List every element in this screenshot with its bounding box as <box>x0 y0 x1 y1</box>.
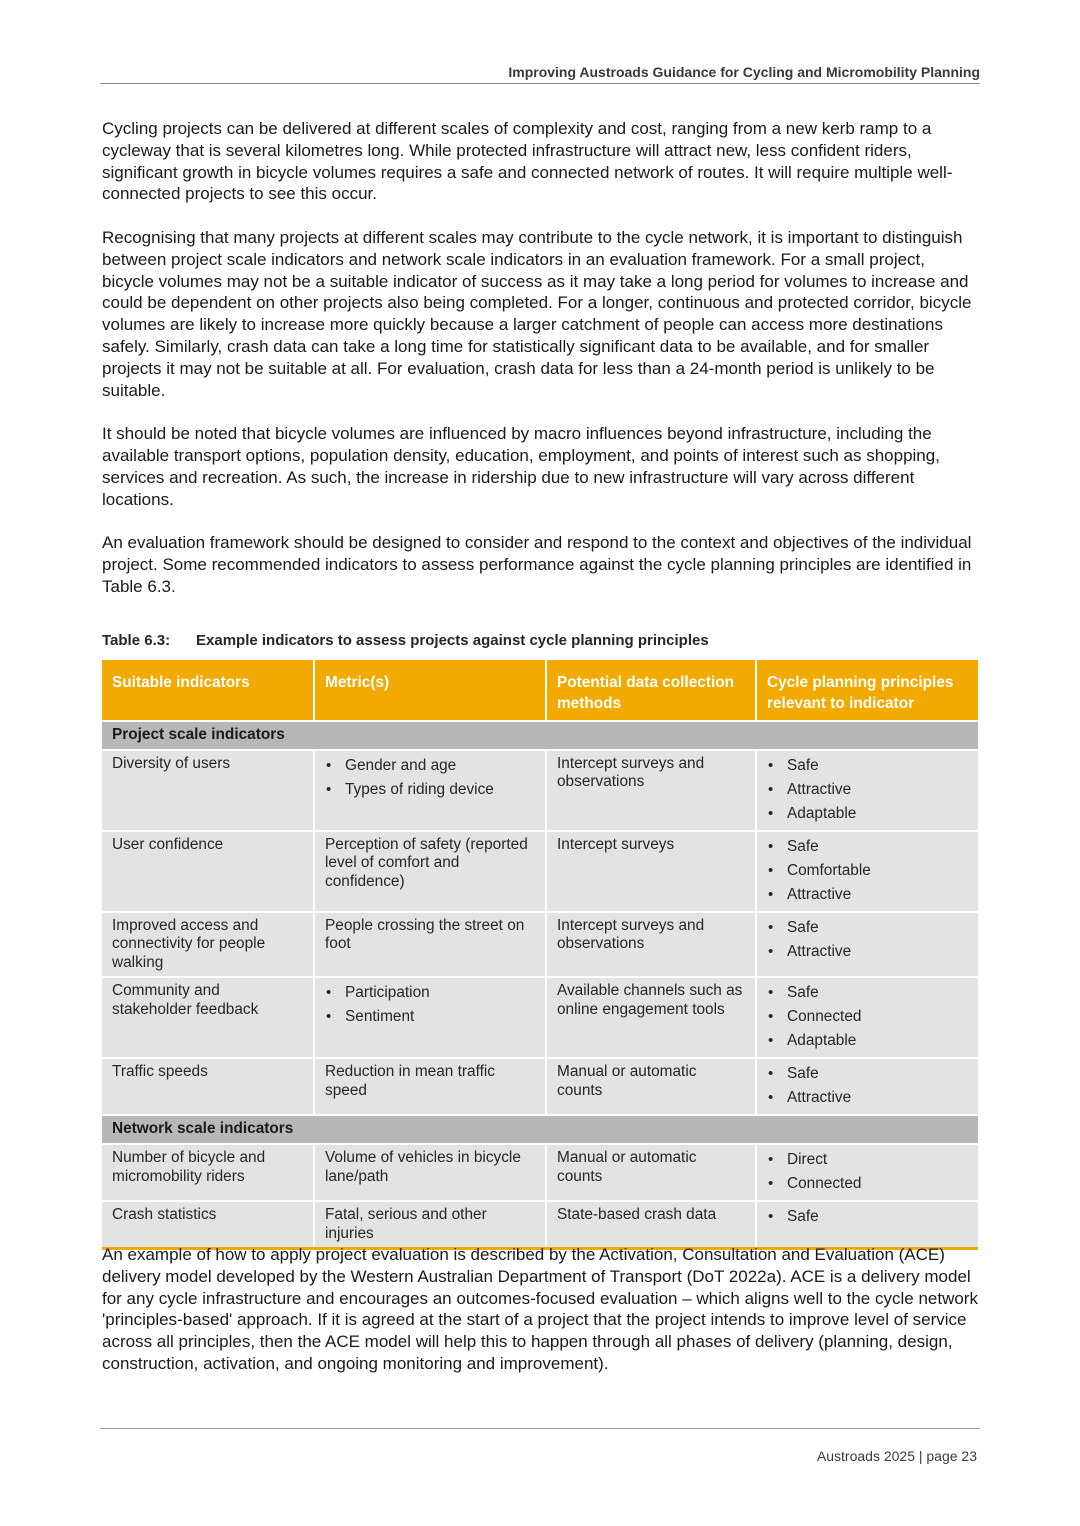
list-item: • Participation <box>325 981 535 1005</box>
column-header: Suitable indicators <box>102 660 314 721</box>
list-item: • Comfortable <box>767 859 968 883</box>
list-item: • Types of riding device <box>325 778 535 802</box>
column-header: Cycle planning principles relevant to indicator <box>756 660 978 721</box>
list-item: • Connected <box>767 1172 968 1196</box>
paragraph: An example of how to apply project evaluation is described by the Activation, Consultation and Evaluation (ACE) delivery model developed by the Western Australian Department of Transport (DoT 2022a). ACE is a delivery model for any cycle infrastructure and encourages an outcomes-focused evaluation – which aligns well to the cycle network 'principles-based' approach. If it is agreed at the start of a project that the project intends to improve level of service across all principles, then the ACE model will help this to happen through all phases of delivery (planning, design, construction, activation, and ongoing monitoring and improvement). <box>102 1245 978 1373</box>
list-item: • Sentiment <box>325 1005 535 1029</box>
list-item: • Safe <box>767 981 968 1005</box>
table-row <box>102 1058 978 1115</box>
list-item: • Safe <box>767 1062 968 1086</box>
metric-cell <box>314 750 546 831</box>
paragraph: An evaluation framework should be designed to consider and respond to the context and objectives of the individual project. Some recommended indicators to assess performance against the cycle planning principles are identified in Table 6.3. <box>102 533 972 596</box>
table-header-row <box>102 660 978 721</box>
principles-cell <box>756 831 978 912</box>
list-item: • Attractive <box>767 1086 968 1110</box>
footer-divider <box>100 1428 980 1429</box>
paragraph: It should be noted that bicycle volumes are influenced by macro influences beyond infrastructure, including the available transport options, population density, education, employment, and points of interest such as shopping, services and recreation. As such, the increase in ridership due to new infrastructure will vary across different locations. <box>102 424 940 509</box>
method-cell: Manual or automatic counts <box>546 1058 756 1115</box>
list-item: • Safe <box>767 1205 968 1229</box>
list-item: • Adaptable <box>767 1029 968 1053</box>
metric-cell: Perception of safety (reported level of comfort and confidence) <box>314 831 546 912</box>
table-row <box>102 750 978 831</box>
column-header: Metric(s) <box>314 660 546 721</box>
table-row <box>102 1144 978 1201</box>
metric-cell: Fatal, serious and other injuries <box>314 1201 546 1249</box>
list-item: • Attractive <box>767 778 968 802</box>
list-item: • Attractive <box>767 883 968 907</box>
metric-cell: Volume of vehicles in bicycle lane/path <box>314 1144 546 1201</box>
principles-cell <box>756 750 978 831</box>
closing-text <box>102 1244 978 1397</box>
indicator-cell: Crash statistics <box>102 1201 314 1249</box>
table-row <box>102 1201 978 1249</box>
metric-cell <box>314 977 546 1058</box>
page-footer: Austroads 2025 | page 23 <box>816 1448 977 1464</box>
method-cell: Manual or automatic counts <box>546 1144 756 1201</box>
indicator-cell: Traffic speeds <box>102 1058 314 1115</box>
running-header: Improving Austroads Guidance for Cycling and Micromobility Planning <box>100 64 980 84</box>
list-item: • Adaptable <box>767 802 968 826</box>
table-row <box>102 831 978 912</box>
intro-text <box>102 118 978 619</box>
method-cell: State-based crash data <box>546 1201 756 1249</box>
metric-cell: People crossing the street on foot <box>314 912 546 978</box>
list-item: • Safe <box>767 754 968 778</box>
list-item: • Gender and age <box>325 754 535 778</box>
list-item: • Attractive <box>767 940 968 964</box>
metric-cell: Reduction in mean traffic speed <box>314 1058 546 1115</box>
table-caption <box>102 632 978 649</box>
indicator-cell: Improved access and connectivity for people walking <box>102 912 314 978</box>
method-cell: Intercept surveys and observations <box>546 912 756 978</box>
list-item: • Direct <box>767 1148 968 1172</box>
principles-cell <box>756 1144 978 1201</box>
group-title: Project scale indicators <box>102 721 978 750</box>
table-row <box>102 912 978 978</box>
indicators-table <box>102 660 978 1250</box>
principles-cell <box>756 1058 978 1115</box>
principles-cell <box>756 912 978 978</box>
indicator-cell: User confidence <box>102 831 314 912</box>
table-row <box>102 977 978 1058</box>
group-title: Network scale indicators <box>102 1115 978 1144</box>
group-row <box>102 1115 978 1144</box>
column-header: Potential data collection methods <box>546 660 756 721</box>
list-item: • Connected <box>767 1005 968 1029</box>
method-cell: Intercept surveys and observations <box>546 750 756 831</box>
principles-cell <box>756 1201 978 1249</box>
table-caption-number: Table 6.3: <box>102 632 171 649</box>
method-cell: Intercept surveys <box>546 831 756 912</box>
indicator-cell: Community and stakeholder feedback <box>102 977 314 1058</box>
list-item: • Safe <box>767 916 968 940</box>
paragraph: Cycling projects can be delivered at different scales of complexity and cost, ranging from a new kerb ramp to a cycleway that is several kilometres long. While protected infrastructure will attract new, less confident riders, significant growth in bicycle volumes requires a safe and connected network of routes. It will require multiple well-connected projects to see this occur. <box>102 119 953 204</box>
table-caption-title: Example indicators to assess projects against cycle planning principles <box>196 632 709 649</box>
method-cell: Available channels such as online engagement tools <box>546 977 756 1058</box>
indicator-cell: Diversity of users <box>102 750 314 831</box>
indicator-cell: Number of bicycle and micromobility riders <box>102 1144 314 1201</box>
list-item: • Safe <box>767 835 968 859</box>
principles-cell <box>756 977 978 1058</box>
paragraph: Recognising that many projects at different scales may contribute to the cycle network, it is important to distinguish between project scale indicators and network scale indicators in an evaluation framework. For a small project, bicycle volumes may not be a suitable indicator of success as it may take a long period for volumes to increase and could be dependent on other projects also being completed. For a longer, continuous and protected corridor, bicycle volumes are likely to increase more quickly because a larger catchment of people can access more destinations safely. Similarly, crash data can take a long time for statistically significant data to be available, and for smaller projects it may not be suitable at all. For evaluation, crash data for less than a 24-month period is unlikely to be suitable. <box>102 227 972 400</box>
group-row <box>102 721 978 750</box>
